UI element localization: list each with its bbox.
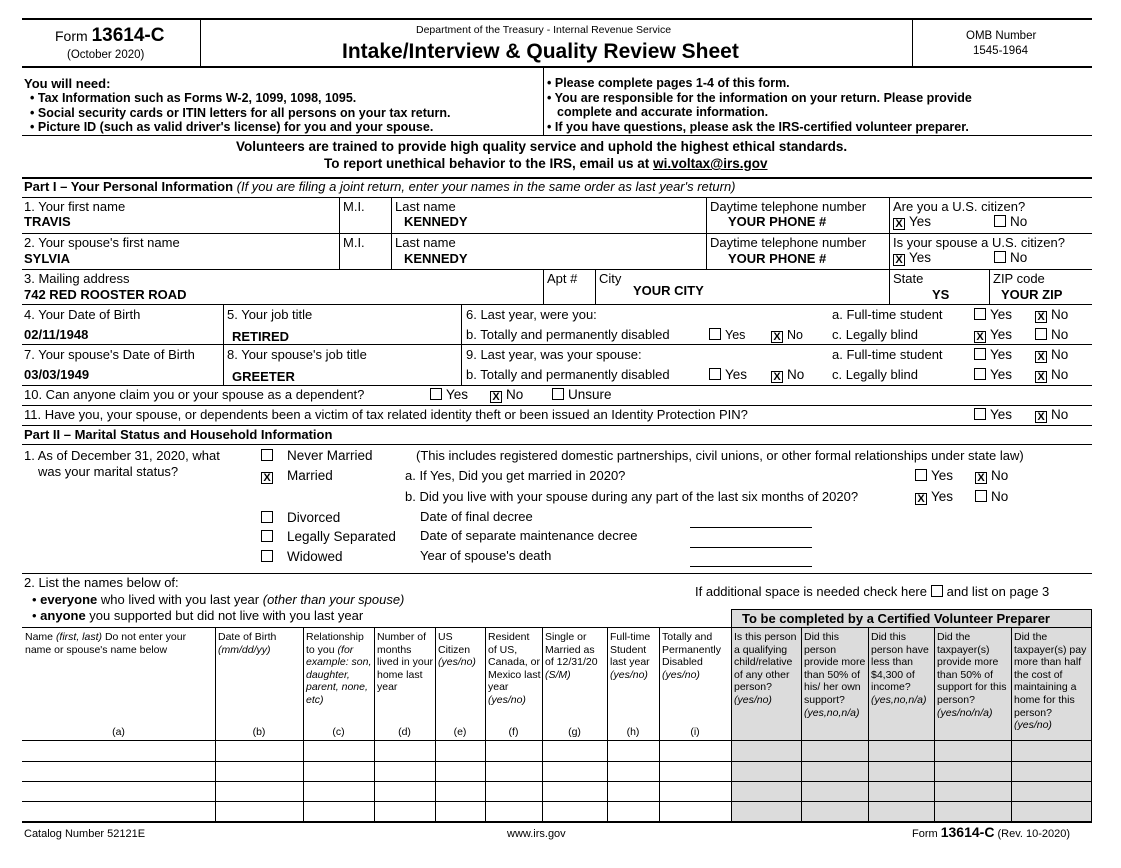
everyone-line: • everyone who lived with you last year (other than your spouse) bbox=[32, 592, 405, 607]
spouse-blind-label: c. Legally blind bbox=[832, 367, 918, 382]
relationship-column-header: Relationship to you (for example: son, daughter, parent, none, etc) bbox=[306, 631, 372, 706]
disabled-yes-checkbox[interactable]: Yes bbox=[709, 328, 745, 342]
column-letter-e: (e) bbox=[453, 726, 467, 738]
phone-label: Daytime telephone number bbox=[710, 199, 867, 214]
spouse-phone-value[interactable]: YOUR PHONE # bbox=[728, 251, 827, 266]
spouse-job-label: 8. Your spouse's job title bbox=[227, 347, 367, 362]
column-letter-b: (b) bbox=[252, 726, 266, 738]
column-letter-h: (h) bbox=[626, 726, 640, 738]
lived-with-spouse-question: b. Did you live with your spouse during any part of the last six months of 2020? bbox=[405, 489, 859, 504]
ethics-email-link[interactable]: wi.voltax@irs.gov bbox=[653, 156, 768, 171]
fulltime-no-checkbox[interactable]: X No bbox=[1035, 308, 1068, 323]
anyone-line: • anyone you supported but did not live with you last year bbox=[32, 608, 364, 623]
identity-theft-yes-checkbox[interactable]: Yes bbox=[974, 408, 1012, 422]
divorced-checkbox[interactable]: Divorced bbox=[261, 511, 340, 525]
lived-with-spouse-no-checkbox[interactable]: No bbox=[975, 490, 1008, 504]
citizen-column-header: US Citizen (yes/no) bbox=[438, 631, 476, 669]
instruction-item: • Please complete pages 1-4 of this form. bbox=[547, 76, 790, 90]
spouse-citizen-no-checkbox[interactable]: No bbox=[994, 251, 1027, 265]
omb-label: OMB Number bbox=[966, 30, 1037, 42]
own-support-column-header: Did this person provide more than 50% of his/ her own support? (yes,no,n/a) bbox=[804, 631, 866, 719]
form-edition: (October 2020) bbox=[67, 49, 145, 61]
mi-label: M.I. bbox=[343, 199, 365, 214]
job-label: 5. Your job title bbox=[227, 307, 313, 322]
last-year-label: 6. Last year, were you: bbox=[466, 307, 597, 322]
final-decree-line[interactable] bbox=[690, 527, 812, 528]
widowed-checkbox[interactable]: Widowed bbox=[261, 550, 343, 564]
address-value[interactable]: 742 RED ROOSTER ROAD bbox=[24, 287, 187, 302]
spouse-disabled-label: b. Totally and permanently disabled bbox=[466, 367, 670, 382]
spouse-citizen-label: Is your spouse a U.S. citizen? bbox=[893, 235, 1065, 250]
last-name-value[interactable]: KENNEDY bbox=[404, 214, 468, 229]
intake-form-page bbox=[22, 18, 1092, 844]
married-checkbox[interactable]: X Married bbox=[261, 469, 333, 484]
zip-label: ZIP code bbox=[993, 271, 1045, 286]
part1-heading: Part I – Your Personal Information (If you are filing a joint return, enter your names in the same order as last year's return) bbox=[24, 179, 736, 194]
income-column-header: Did this person have less than $4,300 of income? (yes,no,n/a) bbox=[871, 631, 929, 706]
taxpayer-support-column-header: Did the taxpayer(s) provide more than 50% of support for this person? (yes/no/n/a) bbox=[937, 631, 1007, 719]
dob-value[interactable]: 02/11/1948 bbox=[24, 327, 89, 342]
instructions-list bbox=[547, 76, 972, 134]
you-will-need-heading: You will need: bbox=[24, 76, 111, 91]
spouse-phone-label: Daytime telephone number bbox=[710, 235, 867, 250]
apt-label: Apt # bbox=[547, 271, 578, 286]
name-column-header: Name (first, last) Do not enter your name or spouse's name below bbox=[25, 631, 187, 656]
irs-website[interactable]: www.irs.gov bbox=[507, 828, 566, 840]
column-letter-i: (i) bbox=[690, 726, 700, 738]
blind-label: c. Legally blind bbox=[832, 327, 918, 342]
first-name-value[interactable]: TRAVIS bbox=[24, 214, 71, 229]
form-title: Intake/Interview & Quality Review Sheet bbox=[342, 40, 739, 63]
student-column-header: Full-time Student last year (yes/no) bbox=[610, 631, 651, 681]
ethics-line-1: Volunteers are trained to provide high quality service and uphold the highest ethical standards. bbox=[236, 139, 848, 154]
instruction-item: • You are responsible for the information on your return. Please provide bbox=[547, 90, 972, 105]
home-cost-column-header: Did the taxpayer(s) pay more than half the cost of maintaining a home for this person? (yes/no) bbox=[1014, 631, 1087, 732]
qualifying-column-header: Is this person a qualifying child/relative of any other person? (yes/no) bbox=[734, 631, 797, 706]
spouse-death-label: Year of spouse's death bbox=[420, 548, 552, 563]
fulltime-yes-checkbox[interactable]: Yes bbox=[974, 308, 1012, 322]
ethics-line-2: To report unethical behavior to the IRS, email us at wi.voltax@irs.gov bbox=[324, 156, 768, 171]
spouse-disabled-yes-checkbox[interactable]: Yes bbox=[709, 368, 747, 382]
job-value[interactable]: RETIRED bbox=[232, 329, 290, 344]
final-decree-label: Date of final decree bbox=[420, 509, 533, 524]
column-letter-g: (g) bbox=[568, 726, 581, 738]
citizen-no-checkbox[interactable]: No bbox=[994, 215, 1027, 229]
last-name-label: Last name bbox=[395, 199, 456, 214]
lived-with-spouse-yes-checkbox[interactable]: X Yes bbox=[915, 490, 953, 505]
disabled-label: b. Totally and permanently disabled bbox=[466, 327, 670, 342]
spouse-mi-label: M.I. bbox=[343, 235, 365, 250]
form-number-label: Form 13614-C bbox=[55, 25, 165, 46]
dob-label: 4. Your Date of Birth bbox=[24, 307, 141, 322]
resident-column-header: Resident of US, Canada, or Mexico last year (yes/no) bbox=[488, 631, 541, 706]
spouse-death-line[interactable] bbox=[690, 566, 812, 567]
married-2020-no-checkbox[interactable]: X No bbox=[975, 469, 1008, 484]
omb-number: 1545-1964 bbox=[973, 45, 1028, 57]
marital-question-line1: 1. As of December 31, 2020, what bbox=[24, 448, 220, 463]
address-label: 3. Mailing address bbox=[24, 271, 130, 286]
agency-line: Department of the Treasury - Internal Revenue Service bbox=[416, 24, 672, 36]
catalog-number: Catalog Number 52121E bbox=[24, 828, 146, 840]
household-list-intro: 2. List the names below of: bbox=[24, 575, 179, 590]
spouse-last-name-value[interactable]: KENNEDY bbox=[404, 251, 468, 266]
part2-heading: Part II – Marital Status and Household Information bbox=[24, 427, 333, 442]
disabled-no-checkbox[interactable]: X No bbox=[771, 328, 803, 343]
single-married-column-header: Single or Married as of 12/31/20 (S/M) bbox=[545, 631, 598, 681]
first-name-label: 1. Your first name bbox=[24, 199, 126, 214]
spouse-blind-no-checkbox[interactable]: X No bbox=[1035, 368, 1068, 383]
spouse-fulltime-yes-checkbox[interactable]: Yes bbox=[974, 348, 1012, 362]
city-value[interactable]: YOUR CITY bbox=[633, 283, 704, 298]
spouse-job-value[interactable]: GREETER bbox=[232, 369, 295, 384]
blind-no-checkbox[interactable]: No bbox=[1035, 328, 1068, 342]
needs-item: • Picture ID (such as valid driver's license) for you and your spouse. bbox=[30, 120, 434, 134]
needs-list bbox=[30, 91, 450, 135]
needs-item: • Tax Information such as Forms W-2, 1099, 1098, 1095. bbox=[30, 91, 357, 105]
spouse-last-name-label: Last name bbox=[395, 235, 456, 250]
married-2020-yes-checkbox[interactable]: Yes bbox=[915, 469, 953, 483]
column-letter-f: (f) bbox=[508, 726, 519, 738]
marital-includes-note: (This includes registered domestic partnerships, civil unions, or other formal relationships under state law) bbox=[416, 448, 1024, 463]
state-value[interactable]: YS bbox=[932, 287, 950, 302]
state-label: State bbox=[893, 271, 924, 286]
spouse-first-name-label: 2. Your spouse's first name bbox=[24, 235, 180, 250]
blind-yes-checkbox[interactable]: X Yes bbox=[974, 328, 1012, 343]
legally-separated-checkbox[interactable]: Legally Separated bbox=[261, 530, 396, 544]
table-row[interactable] bbox=[22, 781, 1092, 782]
fulltime-label: a. Full-time student bbox=[832, 307, 943, 322]
column-letter-a: (a) bbox=[112, 726, 125, 738]
separate-decree-line[interactable] bbox=[690, 547, 812, 548]
phone-value[interactable]: YOUR PHONE # bbox=[728, 214, 827, 229]
spouse-fulltime-no-checkbox[interactable]: X No bbox=[1035, 348, 1068, 363]
instruction-item: • If you have questions, please ask the IRS-certified volunteer preparer. bbox=[547, 119, 969, 134]
spouse-disabled-no-checkbox[interactable]: X No bbox=[771, 368, 804, 383]
spouse-dob-value[interactable]: 03/03/1949 bbox=[24, 367, 90, 382]
citizen-yes-checkbox[interactable]: X Yes bbox=[893, 215, 931, 230]
never-married-checkbox[interactable]: Never Married bbox=[261, 449, 373, 463]
cvp-header: To be completed by a Certified Volunteer Preparer bbox=[742, 611, 1050, 626]
spouse-dob-label: 7. Your spouse's Date of Birth bbox=[24, 347, 195, 362]
dependent-no-checkbox[interactable]: X No bbox=[490, 388, 523, 403]
identity-theft-no-checkbox[interactable]: X No bbox=[1035, 408, 1068, 423]
disabled-column-header: Totally and Permanently Disabled (yes/no) bbox=[662, 631, 721, 681]
citizen-label: Are you a U.S. citizen? bbox=[893, 199, 1026, 214]
spouse-blind-yes-checkbox[interactable]: Yes bbox=[974, 368, 1012, 382]
married-2020-question: a. If Yes, Did you get married in 2020? bbox=[405, 468, 626, 483]
city-label: City bbox=[599, 271, 622, 286]
instruction-item: complete and accurate information. bbox=[557, 105, 769, 119]
spouse-fulltime-label: a. Full-time student bbox=[832, 347, 943, 362]
needs-item: • Social security cards or ITIN letters for all persons on your tax return. bbox=[30, 105, 451, 120]
marital-question-line2: was your marital status? bbox=[38, 464, 179, 479]
months-column-header: Number of months lived in your home last year bbox=[377, 631, 434, 694]
dependent-question: 10. Can anyone claim you or your spouse as a dependent? bbox=[24, 387, 365, 402]
column-letter-d: (d) bbox=[398, 726, 411, 738]
dependent-unsure-checkbox[interactable]: Unsure bbox=[552, 388, 612, 402]
identity-theft-question: 11. Have you, your spouse, or dependents been a victim of tax related identity theft or been issued an Identity Protection PIN? bbox=[24, 407, 748, 422]
column-letter-c: (c) bbox=[332, 726, 345, 738]
footer-form-label: Form 13614-C (Rev. 10-2020) bbox=[912, 824, 1071, 840]
additional-space-note: If additional space is needed check here and list on page 3 bbox=[695, 584, 1050, 599]
separate-decree-label: Date of separate maintenance decree bbox=[420, 528, 638, 543]
spouse-first-name-value[interactable]: SYLVIA bbox=[24, 251, 70, 266]
table-row[interactable] bbox=[22, 761, 1092, 762]
additional-space-checkbox[interactable] bbox=[931, 585, 943, 597]
zip-value[interactable]: YOUR ZIP bbox=[1001, 287, 1063, 302]
spouse-last-year-label: 9. Last year, was your spouse: bbox=[466, 347, 642, 362]
dependent-yes-checkbox[interactable]: Yes bbox=[430, 388, 468, 402]
spouse-citizen-yes-checkbox[interactable]: X Yes bbox=[893, 251, 931, 266]
dob-column-header: Date of Birth (mm/dd/yy) bbox=[218, 631, 277, 656]
table-row[interactable] bbox=[22, 801, 1092, 802]
